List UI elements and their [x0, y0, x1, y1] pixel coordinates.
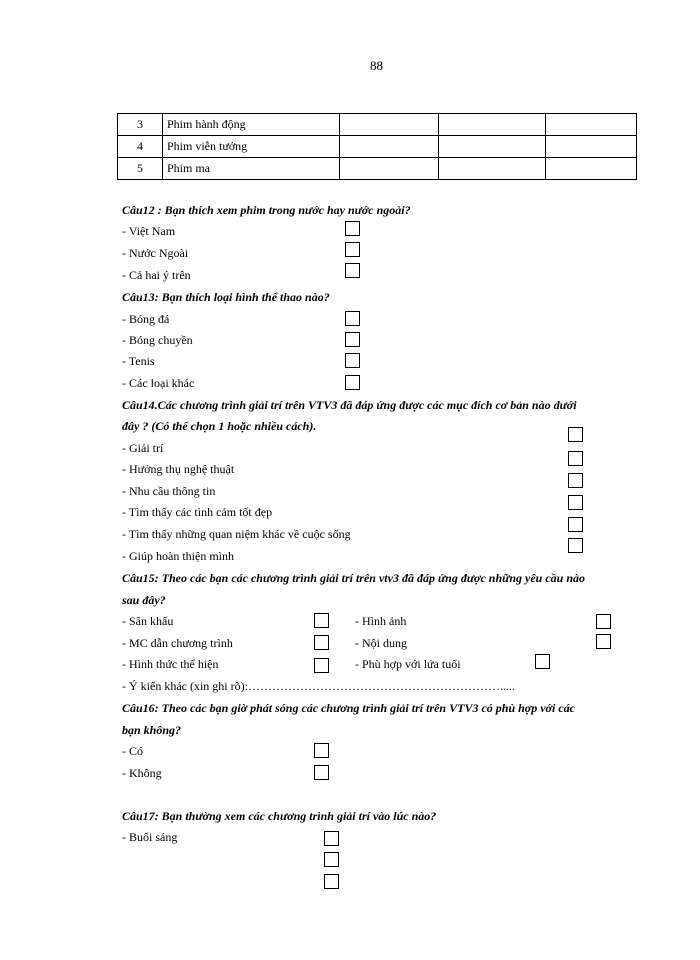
question-14-title-line2: đây ? (Có thể chọn 1 hoặc nhiều cách). [122, 419, 317, 433]
page-number: 88 [370, 58, 383, 73]
q14-option-perspectives: - Tìm thấy những quan niệm khác về cuộc sống [122, 527, 351, 541]
q14-option-entertainment: - Giải trí [122, 441, 164, 455]
table-row [118, 136, 637, 158]
q12-option-both: - Cả hai ý trên [122, 268, 191, 282]
q16-checkbox-yes[interactable] [314, 743, 329, 758]
q15-checkbox-content[interactable] [596, 634, 611, 649]
q15-option-mc: - MC dẫn chương trình [122, 636, 233, 650]
table-cell [439, 158, 546, 180]
table-cell [439, 114, 546, 136]
question-16-title-line2: bạn không? [122, 723, 182, 737]
q13-checkbox-volleyball[interactable] [345, 332, 360, 347]
q13-checkbox-tennis[interactable] [345, 353, 360, 368]
q14-checkbox-entertainment[interactable] [568, 427, 583, 442]
q15-checkbox-age-fit[interactable] [535, 654, 550, 669]
question-17-title: Câu17: Bạn thường xem các chương trình giải trí vào lúc nào? [122, 809, 437, 823]
q14-option-self-improvement: - Giúp hoàn thiện mình [122, 549, 234, 563]
q14-option-information: - Nhu cầu thông tin [122, 484, 216, 498]
q12-option-foreign: - Nước Ngoài [122, 246, 189, 260]
table-cell [546, 136, 637, 158]
q15-checkbox-image[interactable] [596, 614, 611, 629]
q15-option-stage: - Sân khấu [122, 614, 174, 628]
q14-checkbox-perspectives[interactable] [568, 517, 583, 532]
q12-option-vietnam: - Việt Nam [122, 224, 176, 238]
q13-checkbox-other[interactable] [345, 375, 360, 390]
q14-checkbox-information[interactable] [568, 473, 583, 488]
preference-table [117, 113, 637, 180]
q15-option-image: - Hình ảnh [355, 614, 407, 628]
q13-option-other: - Các loại khác [122, 376, 195, 390]
q14-checkbox-art[interactable] [568, 451, 583, 466]
question-16-title-line1: Câu16: Theo các bạn giờ phát sóng các chương trình giải trí trên VTV3 có phù hợp với các [122, 701, 575, 715]
row-label: Phim viễn tưởng [163, 136, 340, 158]
table-cell [340, 114, 439, 136]
q15-option-age-fit: - Phù hợp với lứa tuổi [355, 657, 461, 671]
q13-checkbox-football[interactable] [345, 311, 360, 326]
row-number: 5 [118, 158, 163, 180]
q15-checkbox-presentation[interactable] [314, 658, 329, 673]
question-12-title: Câu12 : Bạn thích xem phim trong nước hay nước ngoài? [122, 203, 411, 217]
table-cell [340, 158, 439, 180]
table-cell [340, 136, 439, 158]
q15-other-opinion: - Ý kiến khác (xin ghi rõ):………………………………………………………..... [122, 679, 515, 693]
q16-option-no: - Không [122, 766, 162, 780]
q15-checkbox-stage[interactable] [314, 613, 329, 628]
question-15-title-line1: Câu15: Theo các bạn các chương trình giải trí trên vtv3 đã đáp ứng được những yêu cầu nào [122, 571, 585, 585]
row-number: 3 [118, 114, 163, 136]
q14-checkbox-self-improvement[interactable] [568, 538, 583, 553]
row-label: Phim ma [163, 158, 340, 180]
q13-option-tennis: - Tenis [122, 354, 155, 368]
table-cell [546, 114, 637, 136]
q14-option-feelings: - Tìm thấy các tình cảm tốt đẹp [122, 505, 273, 519]
table-cell [439, 136, 546, 158]
table-row [118, 158, 637, 180]
table-cell [546, 158, 637, 180]
q15-option-content: - Nội dung [355, 636, 407, 650]
q16-option-yes: - Có [122, 744, 143, 758]
q12-checkbox-foreign[interactable] [345, 242, 360, 257]
question-14-title-line1: Câu14.Các chương trình giải trí trên VTV3 đã đáp ứng được các mục đích cơ bản nào dưới [122, 398, 577, 412]
q14-option-art: - Hưởng thụ nghệ thuật [122, 462, 235, 476]
q15-checkbox-mc[interactable] [314, 635, 329, 650]
q17-checkbox[interactable] [324, 852, 339, 867]
row-label: Phim hành động [163, 114, 340, 136]
q17-checkbox-morning[interactable] [324, 831, 339, 846]
q16-checkbox-no[interactable] [314, 765, 329, 780]
q17-option-morning: - Buổi sáng [122, 830, 178, 844]
q12-checkbox-both[interactable] [345, 263, 360, 278]
q13-option-volleyball: - Bóng chuyền [122, 333, 193, 347]
table-row [118, 114, 637, 136]
q13-option-football: - Bóng đá [122, 312, 170, 326]
q12-checkbox-vietnam[interactable] [345, 221, 360, 236]
q15-option-presentation: - Hình thức thể hiện [122, 657, 219, 671]
q14-checkbox-feelings[interactable] [568, 495, 583, 510]
row-number: 4 [118, 136, 163, 158]
question-13-title: Câu13: Bạn thích loại hình thể thao nào? [122, 290, 330, 304]
q17-checkbox[interactable] [324, 874, 339, 889]
question-15-title-line2: sau đây? [122, 593, 166, 607]
